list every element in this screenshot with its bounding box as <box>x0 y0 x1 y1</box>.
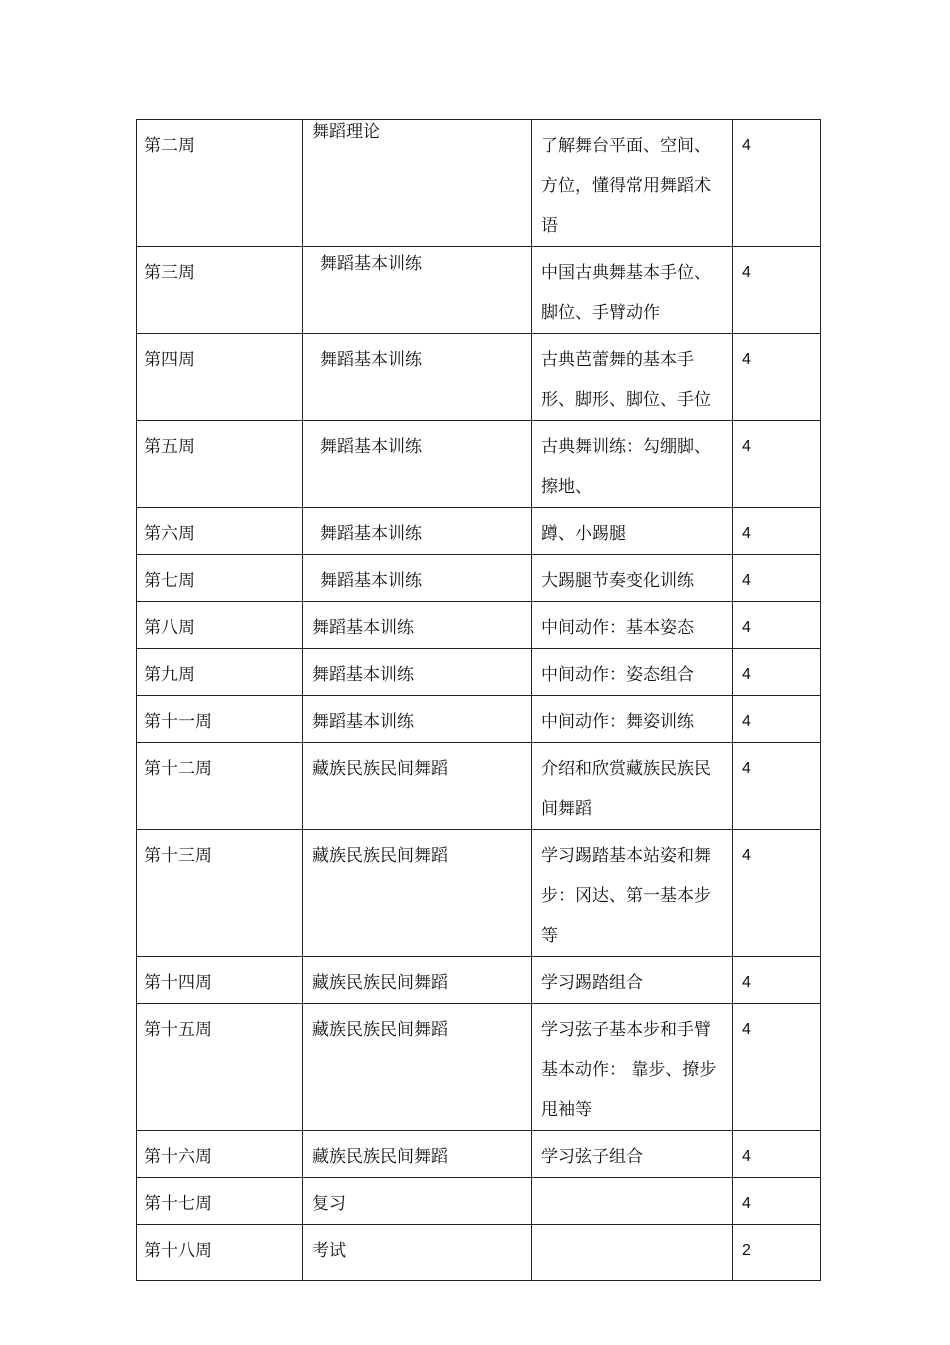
hours-cell: 4 <box>733 1178 821 1225</box>
table-row <box>137 1004 821 1131</box>
activity-cell: 藏族民族民间舞蹈 <box>303 743 532 830</box>
table-row <box>137 830 821 957</box>
activity-cell: 舞蹈基本训练 <box>303 421 532 508</box>
hours-cell: 4 <box>733 421 821 508</box>
activity-cell: 舞蹈基本训练 <box>303 555 532 602</box>
week-cell: 第十三周 <box>137 830 303 957</box>
table-row <box>137 247 821 334</box>
activity-cell: 舞蹈基本训练 <box>303 247 532 334</box>
content-cell: 古典芭蕾舞的基本手形、脚形、脚位、手位 <box>532 334 733 421</box>
week-cell: 第十四周 <box>137 957 303 1004</box>
table-row <box>137 1131 821 1178</box>
activity-cell: 藏族民族民间舞蹈 <box>303 1004 532 1131</box>
week-cell: 第三周 <box>137 247 303 334</box>
activity-cell: 舞蹈基本训练 <box>303 508 532 555</box>
activity-cell: 藏族民族民间舞蹈 <box>303 830 532 957</box>
activity-cell: 藏族民族民间舞蹈 <box>303 957 532 1004</box>
schedule-sheet <box>136 119 820 1281</box>
hours-cell: 4 <box>733 1131 821 1178</box>
table-row <box>137 602 821 649</box>
hours-cell: 4 <box>733 508 821 555</box>
schedule-table <box>136 119 821 1281</box>
activity-cell: 舞蹈基本训练 <box>303 334 532 421</box>
content-cell: 中间动作：基本姿态 <box>532 602 733 649</box>
table-row <box>137 508 821 555</box>
hours-cell: 4 <box>733 555 821 602</box>
table-row <box>137 1225 821 1281</box>
content-cell: 蹲、小踢腿 <box>532 508 733 555</box>
week-cell: 第六周 <box>137 508 303 555</box>
hours-cell: 4 <box>733 649 821 696</box>
week-cell: 第十二周 <box>137 743 303 830</box>
content-cell <box>532 1178 733 1225</box>
week-cell: 第五周 <box>137 421 303 508</box>
hours-cell: 2 <box>733 1225 821 1281</box>
hours-cell: 4 <box>733 957 821 1004</box>
activity-cell: 考试 <box>303 1225 532 1281</box>
content-cell: 学习踢踏基本站姿和舞步：冈达、第一基本步等 <box>532 830 733 957</box>
table-row <box>137 334 821 421</box>
table-row <box>137 1178 821 1225</box>
activity-cell: 舞蹈基本训练 <box>303 649 532 696</box>
table-row <box>137 120 821 247</box>
hours-cell: 4 <box>733 247 821 334</box>
hours-cell: 4 <box>733 696 821 743</box>
hours-cell: 4 <box>733 120 821 247</box>
table-row <box>137 649 821 696</box>
content-cell <box>532 1225 733 1281</box>
content-cell: 学习弦子基本步和手臂基本动作： 靠步、撩步甩袖等 <box>532 1004 733 1131</box>
content-cell: 学习弦子组合 <box>532 1131 733 1178</box>
table-row <box>137 743 821 830</box>
table-row <box>137 421 821 508</box>
activity-cell: 复习 <box>303 1178 532 1225</box>
week-cell: 第十八周 <box>137 1225 303 1281</box>
hours-cell: 4 <box>733 334 821 421</box>
content-cell: 介绍和欣赏藏族民族民间舞蹈 <box>532 743 733 830</box>
content-cell: 中间动作：姿态组合 <box>532 649 733 696</box>
content-cell: 学习踢踏组合 <box>532 957 733 1004</box>
week-cell: 第九周 <box>137 649 303 696</box>
content-cell: 古典舞训练：勾绷脚、擦地、 <box>532 421 733 508</box>
hours-cell: 4 <box>733 743 821 830</box>
activity-cell: 藏族民族民间舞蹈 <box>303 1131 532 1178</box>
activity-cell: 舞蹈基本训练 <box>303 602 532 649</box>
hours-cell: 4 <box>733 830 821 957</box>
hours-cell: 4 <box>733 1004 821 1131</box>
hours-cell: 4 <box>733 602 821 649</box>
week-cell: 第七周 <box>137 555 303 602</box>
content-cell: 了解舞台平面、空间、方位，懂得常用舞蹈术语 <box>532 120 733 247</box>
week-cell: 第十六周 <box>137 1131 303 1178</box>
activity-cell: 舞蹈基本训练 <box>303 696 532 743</box>
week-cell: 第二周 <box>137 120 303 247</box>
week-cell: 第八周 <box>137 602 303 649</box>
week-cell: 第四周 <box>137 334 303 421</box>
week-cell: 第十七周 <box>137 1178 303 1225</box>
table-row <box>137 696 821 743</box>
week-cell: 第十一周 <box>137 696 303 743</box>
content-cell: 中间动作：舞姿训练 <box>532 696 733 743</box>
week-cell: 第十五周 <box>137 1004 303 1131</box>
content-cell: 中国古典舞基本手位、脚位、手臂动作 <box>532 247 733 334</box>
table-row <box>137 957 821 1004</box>
content-cell: 大踢腿节奏变化训练 <box>532 555 733 602</box>
activity-cell: 舞蹈理论 <box>303 120 532 247</box>
table-row <box>137 555 821 602</box>
